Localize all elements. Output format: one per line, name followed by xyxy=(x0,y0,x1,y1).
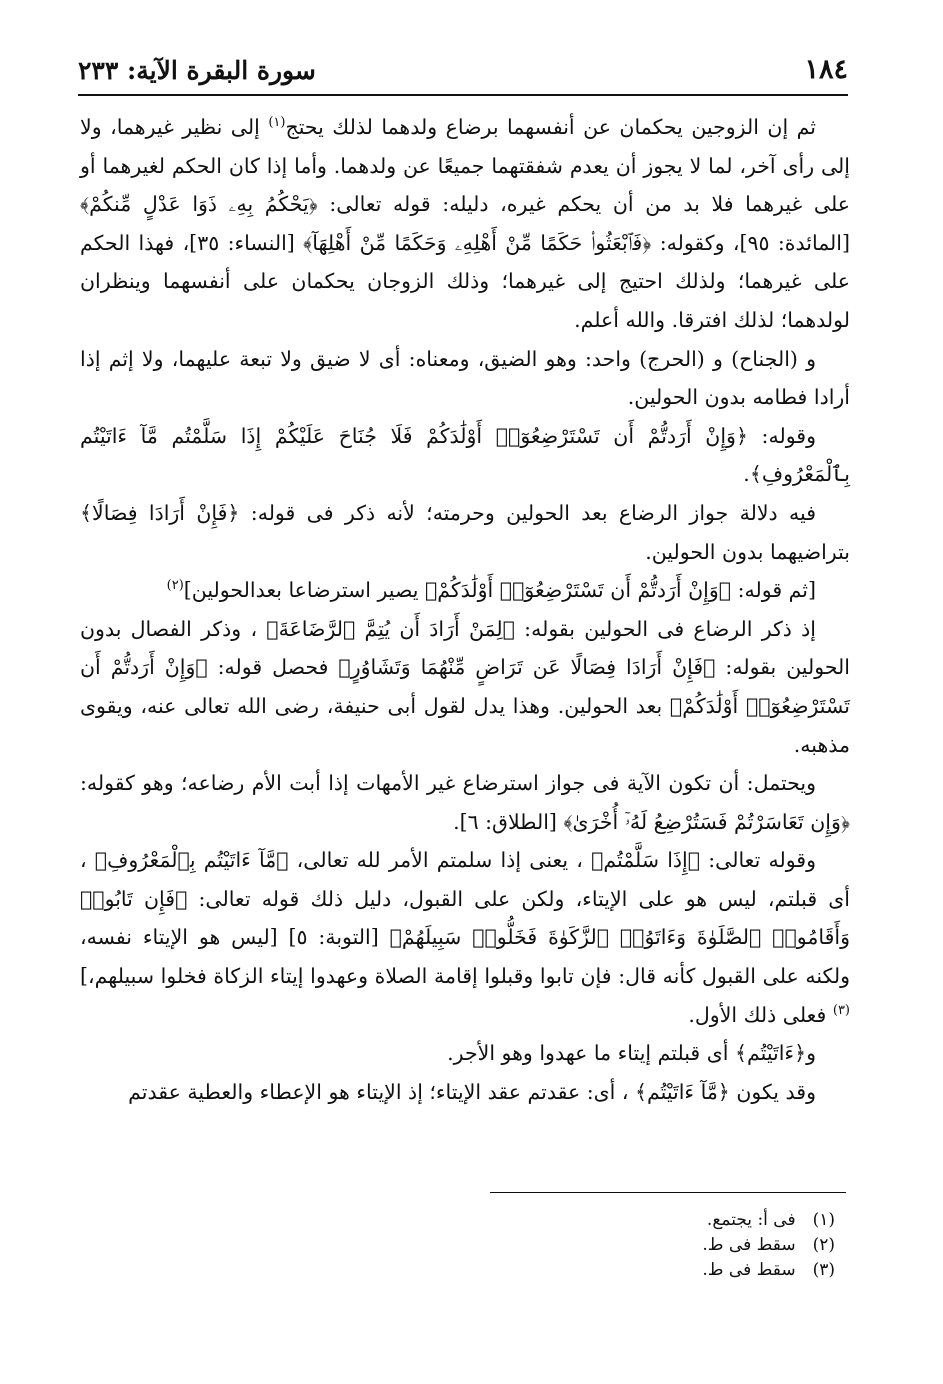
paragraph: و﴿ءَاتَيْتُم﴾ أى قبلتم إيتاء ما عهدوا وهو الأجر. xyxy=(447,1041,816,1066)
paragraph: وقوله: ﴿وَإِنْ أَرَدتُّمْ أَن تَسْتَرْضِعُوٓا۟ أَوْلَٰدَكُمْ فَلَا جُنَاحَ عَلَيْكُمْ إِذَا سَلَّمْتُم مَّآ ءَاتَيْتُم بِٱلْمَعْرُوفِ﴾. xyxy=(80,423,850,487)
footnote-number: (١) xyxy=(812,1210,835,1230)
paragraph: فيه دلالة جواز الرضاع بعد الحولين وحرمته؛ لأنه ذكر فى قوله: ﴿فَإِنْ أَرَادَا فِصَالًا﴾ بتراضيهما بدون الحولين. xyxy=(80,500,850,564)
footnote xyxy=(335,1208,835,1233)
footnote-number: (٢) xyxy=(812,1235,835,1255)
footnote xyxy=(335,1233,835,1258)
footnote-text: سقط فى ط. xyxy=(702,1235,796,1255)
footnote-number: (٣) xyxy=(812,1260,835,1280)
paragraph: و (الجناح) و (الحرج) واحد: وهو الضيق، ومعناه: أى لا ضيق ولا تبعة عليهما، ولا إثم إذا أرادا فطامه بدون الحولين. xyxy=(80,346,850,410)
paragraph: ويحتمل: أن تكون الآية فى جواز استرضاع غير الأمهات إذا أبت الأم رضاعه؛ وهو كقوله: ﴿وَإِن تَعَاسَرْتُمْ فَسَتُرْضِعُ لَهُۥٓ أُخْرَىٰ﴾ [الطلاق: ٦]. xyxy=(80,771,850,834)
footnote xyxy=(335,1258,835,1283)
paragraph: [ثم قوله: ﴿وَإِنْ أَرَدتُّمْ أَن تَسْتَرْضِعُوٓا۟ أَوْلَٰدَكُمْ﴾ يصير استرضاعا بعدالحولين]$^{(٢)}$ xyxy=(166,578,816,603)
footnotes xyxy=(335,1208,835,1283)
footnote-text: سقط فى ط. xyxy=(702,1260,796,1280)
running-title: سورة البقرة الآية: ٢٣٣ xyxy=(78,56,316,85)
footnote-ref: (٢) xyxy=(166,578,184,594)
paragraph: إذ ذكر الرضاع فى الحولين بقوله: ﴿لِمَنْ أَرَادَ أَن يُتِمَّ ٱلرَّضَاعَةَ﴾ ، وذكر الفصال بدون الحولين بقوله: ﴿فَإِنْ أَرَادَا فِصَالًا عَن تَرَاضٍ مِّنْهُمَا وَتَشَاوُرٍ﴾ فحصل قوله: ﴿وَإِنْ أَرَدتُّمْ أَن تَسْتَرْضِعُوٓا۟ أَوْلَٰدَكُمْ﴾ بعد الحولين. وهذا يدل لقول أبى حنيفة، رضى الله تعالى عنه، ويقوى مذهبه. xyxy=(80,616,850,757)
page-header xyxy=(78,52,848,92)
header-rule xyxy=(78,94,848,96)
footnote-ref: (٣) xyxy=(832,1002,850,1018)
footnote-text: فى أ: يجتمع. xyxy=(706,1210,796,1230)
page-number: ١٨٤ xyxy=(804,54,848,85)
footnote-rule xyxy=(490,1192,846,1193)
paragraph: وقوله تعالى: ﴿إِذَا سَلَّمْتُم﴾ ، يعنى إذا سلمتم الأمر لله تعالى، ﴿مَّآ ءَاتَيْتُم بِٱلْمَعْرُوفِ﴾ ، أى قبلتم، ليس هو على الإيتاء، ولكن على القبول، دليل ذلك قوله تعالى: ﴿فَإِن تَابُوا۟ وَأَقَامُوا۟ ٱلصَّلَوٰةَ وَءَاتَوُا۟ ٱلزَّكَوٰةَ فَخَلُّوا۟ سَبِيلَهُمْ﴾ [التوبة: ٥] [ليس هو الإيتاء نفسه، ولكنه على القبول كأنه قال: فإن تابوا وقبلوا إقامة الصلاة وعهدوا إيتاء الزكاة فخلوا سبيلهم،]$^{(٣)}$ فعلى ذلك الأول. xyxy=(80,848,850,1027)
footnote-ref: (١) xyxy=(268,115,286,131)
main-text xyxy=(80,108,850,1111)
paragraph: ثم إن الزوجين يحكمان عن أنفسهما برضاع ولدهما لذلك يحتج$^{(١)}$ إلى نظير غيرهما، ولا إلى رأى آخر، لما لا يجوز أن يعدم شفقتهما جميعًا عن ولدهما. وأما إذا كان الحكم لغيرهما أو على غيرهما فلا بد من أن يحكم غيره، دليله: قوله تعالى: ﴿يَحْكُمُ بِهِۦ ذَوَا عَدْلٍ مِّنكُمْ﴾ [المائدة: ٩٥]، وكقوله: ﴿فَٱبْعَثُوا۟ حَكَمًا مِّنْ أَهْلِهِۦ وَحَكَمًا مِّنْ أَهْلِهَآ﴾ [النساء: ٣٥]، فهذا الحكم على غيرهما؛ ولذلك احتيج إلى غيرهما؛ وذلك الزوجان يحكمان على أنفسهما وينظران لولدهما؛ لذلك افترقا. والله أعلم. xyxy=(80,115,851,332)
paragraph: وقد يكون ﴿مَّآ ءَاتَيْتُم﴾ ، أى: عقدتم عقد الإيتاء؛ إذ الإيتاء هو الإعطاء والعطية عقدتم xyxy=(128,1079,816,1104)
